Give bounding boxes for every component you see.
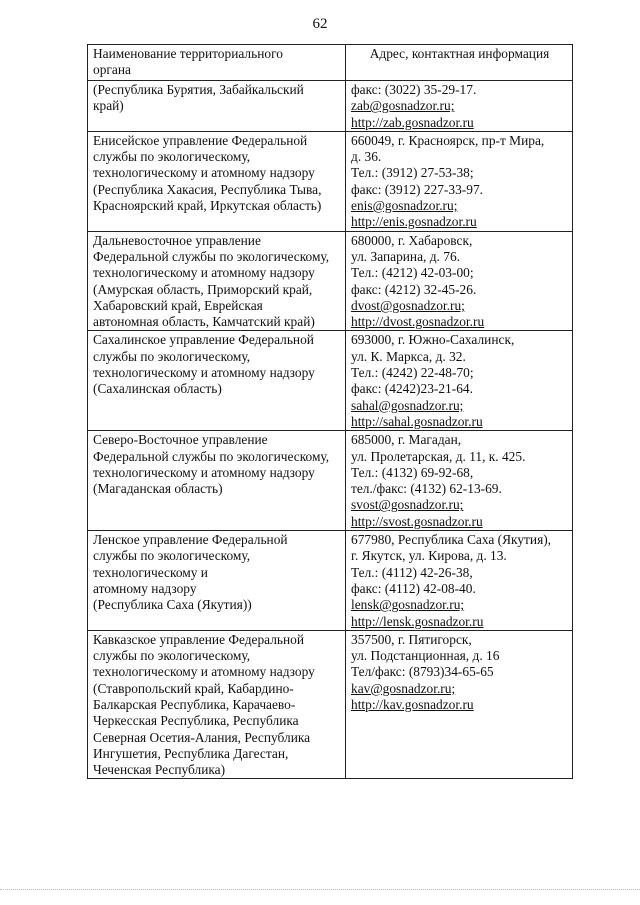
organ-name-line: край)	[93, 98, 124, 114]
organ-name-line: Красноярский край, Иркутская область)	[93, 198, 322, 214]
header-contact-column	[346, 45, 573, 81]
website-link[interactable]: http://dvost.gosnadzor.ru	[351, 314, 485, 330]
contact-line: Тел.: (4212) 42-03-00;	[351, 265, 474, 281]
contact-line: Тел.: (3912) 27-53-38;	[351, 165, 474, 181]
contact-info-cell	[346, 630, 573, 779]
organ-name-cell	[88, 131, 346, 231]
contact-info-cell	[346, 431, 573, 531]
organ-name-line: технологическому и атомному надзору	[93, 464, 315, 480]
organ-name-cell	[88, 431, 346, 531]
organ-name-line: Хабаровский край, Еврейская	[93, 297, 263, 313]
organ-name-cell	[88, 630, 346, 779]
table-row	[88, 231, 573, 331]
contact-info-cell	[346, 231, 573, 331]
website-link[interactable]: http://zab.gosnadzor.ru	[351, 114, 474, 130]
email-link[interactable]: kav@gosnadzor.ru;	[351, 680, 456, 696]
contact-line: 680000, г. Хабаровск,	[351, 232, 473, 248]
table-row	[88, 331, 573, 431]
contact-line: Тел.: (4132) 69-92-68,	[351, 464, 474, 480]
page-bottom-edge	[0, 889, 640, 891]
organ-name-line: технологическому и атомному надзору	[93, 265, 315, 281]
organ-name-line: (Амурская область, Приморский край,	[93, 281, 313, 297]
organ-name-line: Балкарская Республика, Карачаево-	[93, 696, 296, 712]
contact-line: факс: (3912) 227-33-97.	[351, 181, 483, 197]
organ-name-line: технологическому и	[93, 564, 208, 580]
contact-line: 660049, г. Красноярск, пр-т Мира,	[351, 132, 545, 148]
organ-name-cell	[88, 331, 346, 431]
table-row	[88, 531, 573, 631]
website-link[interactable]: http://sahal.gosnadzor.ru	[351, 413, 483, 429]
contact-line: факс: (4112) 42-08-40.	[351, 580, 476, 596]
website-link[interactable]: http://enis.gosnadzor.ru	[351, 214, 477, 230]
email-link[interactable]: zab@gosnadzor.ru;	[351, 98, 455, 114]
organ-name-line: службы по экологическому,	[93, 548, 251, 564]
organ-name-line: (Республика Бурятия, Забайкальский	[93, 82, 304, 97]
organ-name-line: Дальневосточное управление	[93, 232, 261, 248]
organ-name-line: Кавказское управление Федеральной	[93, 631, 305, 647]
email-link[interactable]: sahal@gosnadzor.ru;	[351, 397, 464, 413]
organ-name-line: Черкесская Республика, Республика	[93, 713, 299, 729]
organ-name-cell	[88, 531, 346, 631]
contact-line: ул. Запарина, д. 76.	[351, 248, 460, 264]
table-row	[88, 630, 573, 779]
table-header-row	[88, 45, 573, 81]
organ-name-line: Ленское управление Федеральной	[93, 532, 288, 548]
contact-line: ул. Пролетарская, д. 11, к. 425.	[351, 448, 526, 464]
header-name-line: органа	[93, 62, 131, 78]
contact-line: ул. К. Маркса, д. 32.	[351, 348, 466, 364]
organ-name-line: Енисейское управление Федеральной	[93, 132, 308, 148]
contact-line: Тел.: (4242) 22-48-70;	[351, 365, 474, 381]
contact-line: ул. Подстанционная, д. 16	[351, 648, 500, 664]
territorial-bodies-table	[87, 44, 573, 779]
organ-name-line: Сахалинское управление Федеральной	[93, 332, 314, 348]
header-contact-label: Адрес, контактная информация	[369, 46, 550, 61]
table-row	[88, 431, 573, 531]
contact-info-cell	[346, 131, 573, 231]
contact-line: 357500, г. Пятигорск,	[351, 631, 472, 647]
contact-line: Тел/факс: (8793)34-65-65	[351, 664, 494, 680]
email-link[interactable]: svost@gosnadzor.ru;	[351, 497, 464, 513]
contact-line: д. 36.	[351, 149, 382, 165]
email-link[interactable]: enis@gosnadzor.ru;	[351, 198, 458, 214]
contact-info-cell	[346, 81, 573, 132]
contact-info-cell	[346, 331, 573, 431]
table-row	[88, 131, 573, 231]
organ-name-line: (Сахалинская область)	[93, 381, 222, 397]
contact-line: г. Якутск, ул. Кирова, д. 13.	[351, 548, 507, 564]
organ-name-line: Чеченская Республика)	[93, 762, 226, 778]
contact-line: факс: (4242)23-21-64.	[351, 381, 473, 397]
organ-name-line: (Ставропольский край, Кабардино-	[93, 680, 294, 696]
contact-line: 685000, г. Магадан,	[351, 432, 462, 448]
contact-line: Тел.: (4112) 42-26-38,	[351, 564, 473, 580]
contact-line: 693000, г. Южно-Сахалинск,	[351, 332, 515, 348]
organ-name-line: Федеральной службы по экологическому,	[93, 248, 330, 264]
page-number: 62	[312, 16, 328, 32]
contact-line: 677980, Республика Саха (Якутия),	[351, 532, 552, 548]
organ-name-cell	[88, 231, 346, 331]
website-link[interactable]: http://lensk.gosnadzor.ru	[351, 613, 484, 629]
organ-name-line: (Магаданская область)	[93, 481, 223, 497]
organ-name-line: (Республика Хакасия, Республика Тыва,	[93, 181, 322, 197]
organ-name-line: технологическому и атомному надзору	[93, 664, 315, 680]
contact-line: факс: (4212) 32-45-26.	[351, 281, 477, 297]
organ-name-line: службы по экологическому,	[93, 348, 251, 364]
contact-line: тел./факс: (4132) 62-13-69.	[351, 481, 502, 497]
organ-name-line: службы по экологическому,	[93, 149, 251, 165]
organ-name-line: Ингушетия, Республика Дагестан,	[93, 745, 289, 761]
organ-name-line: автономная область, Камчатский край)	[93, 314, 315, 330]
organ-name-line: атомному надзору	[93, 580, 197, 596]
organ-name-line: технологическому и атомному надзору	[93, 365, 315, 381]
contact-line: факс: (3022) 35-29-17.	[351, 82, 477, 97]
email-link[interactable]: dvost@gosnadzor.ru;	[351, 297, 465, 313]
table-row	[88, 81, 573, 132]
website-link[interactable]: http://kav.gosnadzor.ru	[351, 696, 474, 712]
organ-name-line: (Республика Саха (Якутия))	[93, 597, 252, 613]
header-name-line: Наименование территориального	[93, 46, 283, 61]
email-link[interactable]: lensk@gosnadzor.ru;	[351, 597, 465, 613]
organ-name-line: Северная Осетия-Алания, Республика	[93, 729, 311, 745]
organ-name-line: технологическому и атомному надзору	[93, 165, 315, 181]
organ-name-cell	[88, 81, 346, 132]
contact-info-cell	[346, 531, 573, 631]
header-name-column	[88, 45, 346, 81]
website-link[interactable]: http://svost.gosnadzor.ru	[351, 513, 483, 529]
organ-name-line: службы по экологическому,	[93, 648, 251, 664]
organ-name-line: Северо-Восточное управление	[93, 432, 268, 448]
organ-name-line: Федеральной службы по экологическому,	[93, 448, 330, 464]
